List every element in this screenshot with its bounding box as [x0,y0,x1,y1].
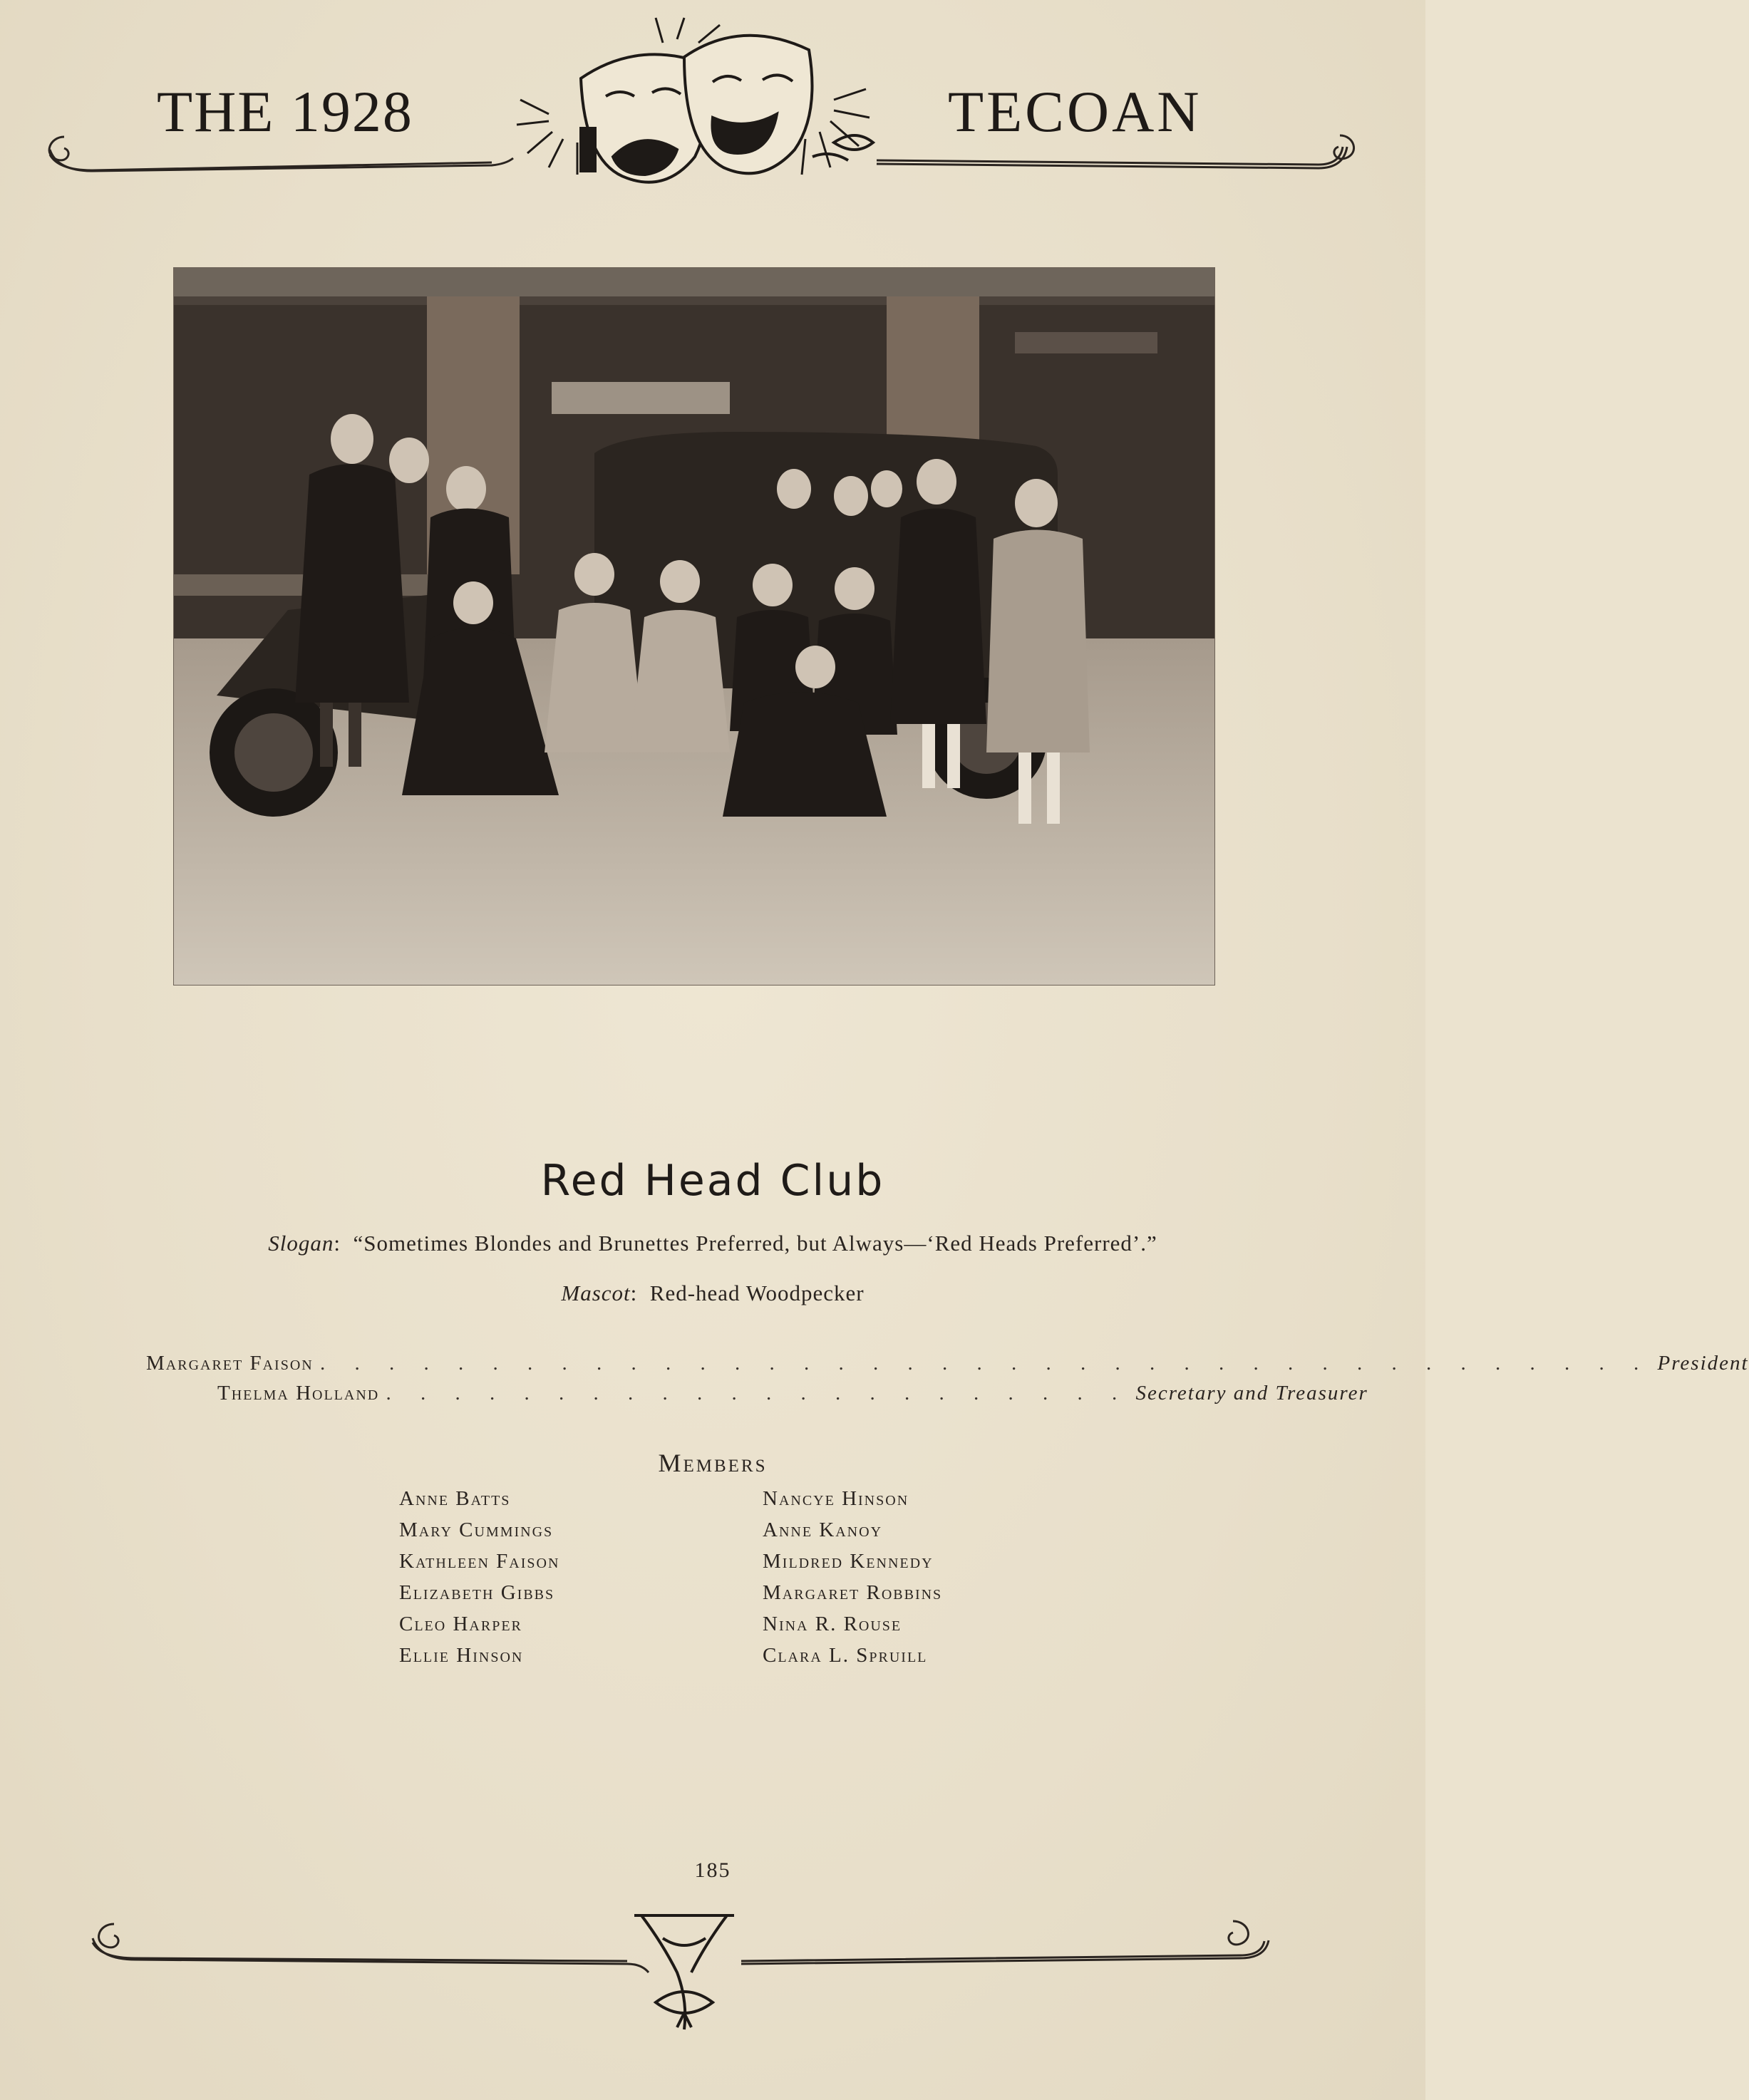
header-title-year: THE 1928 [157,79,413,144]
mascot-line [0,1281,1425,1306]
footer-ornamental-rule [86,1895,1297,2038]
header-title-name: TECOAN [948,79,1202,144]
leader-dots: . . . . . . . . . . . . . . . . . . . . . . [386,1382,1130,1405]
member-name: Kathleen Faison [399,1550,560,1573]
slogan-colon: : [334,1231,354,1256]
officer-row-president [146,1352,1749,1375]
comedy-tragedy-masks-emblem [499,14,898,210]
officer-role: Secretary and Treasurer [1135,1382,1368,1405]
members-heading: Members [658,1449,768,1477]
officer-role: President [1657,1352,1749,1375]
member-name: Anne Kanoy [763,1519,883,1541]
officer-name: Thelma Holland [217,1382,380,1405]
slogan-label: Slogan [268,1231,334,1256]
officer-row-secretary [217,1382,1368,1405]
member-name: Mildred Kennedy [763,1550,934,1573]
member-name: Clara L. Spruill [763,1644,928,1667]
mascot-text: Red-head Woodpecker [649,1281,865,1305]
officer-name: Margaret Faison [146,1352,314,1375]
mascot-colon: : [630,1281,650,1305]
group-photograph [174,268,1214,985]
leader-dots: . . . . . . . . . . . . . . . . . . . . . . . . . . . . . . . . . . . . . . . [319,1352,1651,1375]
members-list-right [763,1483,942,1671]
members-list-left [399,1483,559,1671]
member-name: Anne Batts [399,1487,511,1510]
slogan-line [0,1231,1425,1256]
member-name: Margaret Robbins [763,1581,943,1604]
monogram-ornament [634,1915,734,2029]
club-title: Red Head Club [540,1156,885,1206]
member-name: Nancye Hinson [763,1487,909,1510]
member-name: Cleo Harper [399,1613,522,1635]
member-name: Elizabeth Gibbs [399,1581,555,1604]
group-photo-red-head-club-icon [174,268,1214,985]
slogan-text: “Sometimes Blondes and Brunettes Preferred, but Always—‘Red Heads Preferred’.” [353,1231,1157,1256]
page-number: 185 [694,1858,731,1882]
mascot-label: Mascot [561,1281,631,1305]
member-name: Mary Cummings [399,1519,554,1541]
member-name: Nina R. Rouse [763,1613,902,1635]
member-name: Ellie Hinson [399,1644,524,1667]
